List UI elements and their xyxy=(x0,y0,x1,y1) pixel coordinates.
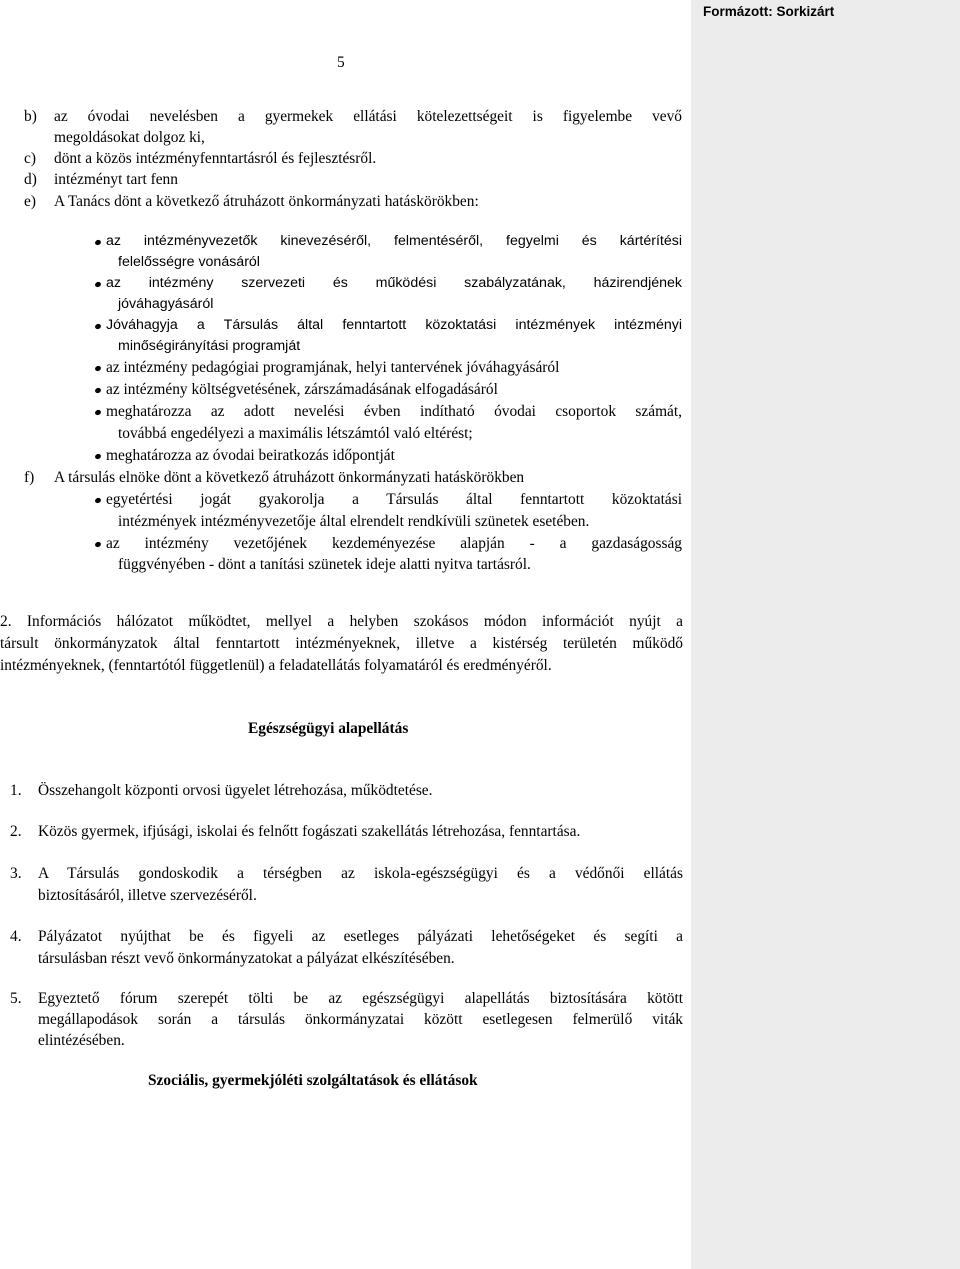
health-item-2: Közös gyermek, ifjúsági, iskolai és felnőtt fogászati szakellátás létrehozása, fenntartása. xyxy=(38,823,581,840)
list-item-c: dönt a közös intézményfenntartásról és fejlesztésről. xyxy=(54,150,377,167)
health-num-3: 3. xyxy=(10,865,22,882)
heading-health: Egészségügyi alapellátás xyxy=(248,720,409,737)
list-item-f: A társulás elnöke dönt a következő átruházott önkormányzati hatáskörökben xyxy=(54,469,525,486)
bullet-icon xyxy=(94,409,102,416)
formatting-comment: Formázott: Sorkizárt xyxy=(703,4,835,19)
bullet-icon xyxy=(94,323,102,330)
health-num-5: 5. xyxy=(10,990,22,1007)
health-item-5-line3: elintézésében. xyxy=(38,1032,125,1049)
bullet-f2-line2: függvényében - dönt a tanítási szünetek ideje alatti nyitva tartásról. xyxy=(118,556,531,573)
health-item-3-line1: A Társulás gondoskodik a térségben az iskola-egészségügyi és a védőnői ellátás xyxy=(38,865,683,882)
health-item-5-line2: megállapodások során a társulás önkormányzatai között esetlegesen felmerülő viták xyxy=(38,1011,683,1028)
bullet-e6-line1: meghatározza az adott nevelési évben indítható óvodai csoportok számát, xyxy=(106,403,682,420)
health-num-2: 2. xyxy=(10,823,22,840)
bullet-icon xyxy=(94,541,102,548)
health-item-4-line1: Pályázatot nyújthat be és figyeli az esetleges pályázati lehetőségeket és segíti a xyxy=(38,928,683,945)
bullet-e3-line1: Jóváhagyja a Társulás által fenntartott közoktatási intézmények intézményi xyxy=(106,317,682,333)
bullet-e4: az intézmény pedagógiai programjának, helyi tantervének jóváhagyásáról xyxy=(106,359,560,376)
bullet-e2-line2: jóváhagyásáról xyxy=(118,296,214,312)
para2-line3: intézményeknek, (fenntartótól függetlenül) a feladatellátás folyamatáról és eredményéről. xyxy=(0,657,552,674)
bullet-icon xyxy=(94,281,102,288)
list-marker-e: e) xyxy=(24,193,36,210)
health-item-1: Összehangolt központi orvosi ügyelet létrehozása, működtetése. xyxy=(38,782,433,799)
list-item-b-line1: az óvodai nevelésben a gyermekek ellátási kötelezettségeit is figyelembe vevő xyxy=(54,108,682,125)
list-marker-c: c) xyxy=(24,150,36,167)
bullet-e7: meghatározza az óvodai beiratkozás időpontját xyxy=(106,447,395,464)
bullet-icon xyxy=(94,453,102,460)
para2-line1: 2. Információs hálózatot működtet, mellyel a helyben szokásos módon információt nyújt a xyxy=(0,613,683,630)
heading-social: Szociális, gyermekjóléti szolgáltatások és ellátások xyxy=(148,1072,478,1089)
bullet-e2-line1: az intézmény szervezeti és működési szabályzatának, házirendjének xyxy=(106,275,682,291)
health-num-4: 4. xyxy=(10,928,22,945)
bullet-f2-line1: az intézmény vezetőjének kezdeményezése alapján - a gazdaságosság xyxy=(106,535,682,552)
bullet-icon xyxy=(94,387,102,394)
list-marker-d: d) xyxy=(24,171,37,188)
bullet-e1-line2: felelősségre vonásáról xyxy=(118,254,260,270)
bullet-icon xyxy=(94,497,102,504)
list-marker-b: b) xyxy=(24,108,37,125)
bullet-e6-line2: továbbá engedélyezi a maximális létszámtól való eltérést; xyxy=(118,425,473,442)
para2-line2: társult önkormányzatok által fenntartott intézményeknek, illetve a kistérség területén működő xyxy=(0,635,683,652)
health-num-1: 1. xyxy=(10,782,22,799)
page-number: 5 xyxy=(337,54,345,71)
health-item-5-line1: Egyeztető fórum szerepét tölti be az egészségügyi alapellátás biztosítására kötött xyxy=(38,990,683,1007)
list-marker-f: f) xyxy=(24,469,35,486)
comment-sidebar xyxy=(691,0,960,1269)
list-item-e: A Tanács dönt a következő átruházott önkormányzati hatáskörökben: xyxy=(54,193,479,210)
health-item-3-line2: biztosításáról, illetve szervezéséről. xyxy=(38,887,257,904)
health-item-4-line2: társulásban részt vevő önkormányzatokat a pályázat elkészítésében. xyxy=(38,950,455,967)
bullet-e3-line2: minőségirányítási programját xyxy=(118,338,301,354)
bullet-icon xyxy=(94,365,102,372)
bullet-f1-line2: intézmények intézményvezetője által elrendelt rendkívüli szünetek esetében. xyxy=(118,513,590,530)
bullet-e1-line1: az intézményvezetők kinevezéséről, felmentéséről, fegyelmi és kártérítési xyxy=(106,233,682,249)
list-item-b-line2: megoldásokat dolgoz ki, xyxy=(54,129,205,146)
bullet-icon xyxy=(94,239,102,246)
bullet-f1-line1: egyetértési jogát gyakorolja a Társulás által fenntartott közoktatási xyxy=(106,491,682,508)
bullet-e5: az intézmény költségvetésének, zárszámadásának elfogadásáról xyxy=(106,381,498,398)
list-item-d: intézményt tart fenn xyxy=(54,171,178,188)
